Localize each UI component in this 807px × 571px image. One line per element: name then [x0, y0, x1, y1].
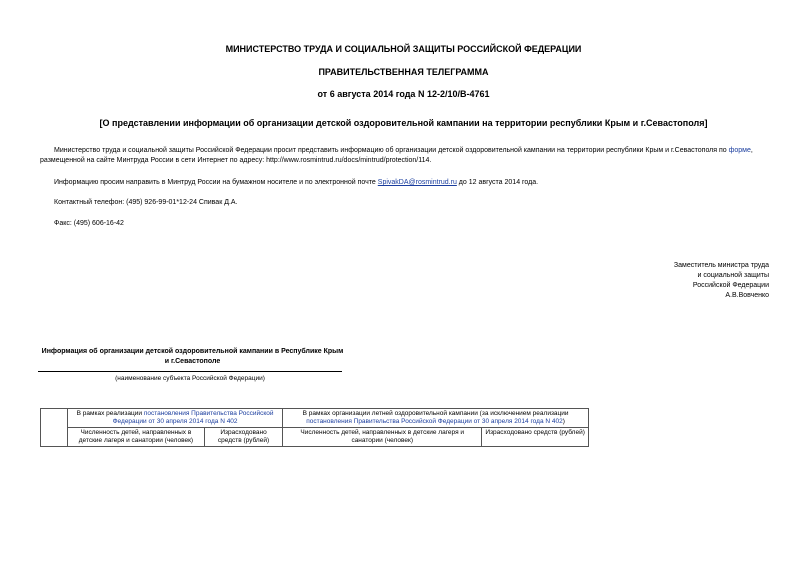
subject-name-caption: (наименование субъекта Российской Федерации)	[115, 375, 265, 382]
paragraph-request-comma: ,	[750, 147, 753, 154]
column-funds-spent-2: Израсходовано средств (рублей)	[482, 428, 589, 447]
paragraph-submission-text: Информацию просим направить в Минтруд России на бумажном носителе и по электронной почте	[54, 179, 378, 186]
paragraph-request-url: размещенной на сайте Минтруда России в сети Интернет по адресу: http://www.rosmintrud.ru/docs/mintrud/protection/114.	[40, 157, 432, 164]
decree-402-link-2[interactable]: постановления Правительства Российской Федерации от 30 апреля 2014 года N 402	[306, 418, 563, 425]
signature-position-line3: Российской Федерации	[692, 282, 769, 289]
form-link[interactable]: форме	[728, 147, 751, 154]
paragraph-submission-deadline: до 12 августа 2014 года.	[456, 179, 539, 186]
group-decree-prefix: В рамках реализации	[76, 410, 144, 417]
signature-position-line2: и социальной защиты	[697, 272, 769, 279]
document-subject: [О представлении информации об организации детской оздоровительной кампании на территории республики Крым и г.Севастополя]	[99, 118, 708, 128]
campaign-form-table	[40, 408, 589, 447]
subject-name-underline	[38, 371, 342, 372]
signature-block	[674, 261, 769, 301]
email-link[interactable]: SpivakDA@rosmintrud.ru	[377, 179, 457, 186]
group-summer-prefix: В рамках организации летней оздоровительной кампании (за исключением реализации	[302, 410, 569, 417]
paragraph-request-text: Министерство труда и социальной защиты Российской Федерации просит представить информацию об организации детской оздоровительной кампании на территории республики Крым и г.Севастополя по	[54, 147, 729, 154]
group-summer-suffix: )	[562, 418, 565, 425]
contact-phone: Контактный телефон: (495) 926-99-01*12-24 Спивак Д.А.	[54, 199, 238, 206]
document-date-number: от 6 августа 2014 года N 12-2/10/В-4761	[317, 89, 490, 99]
signature-position-line1: Заместитель министра труда	[673, 262, 769, 269]
fax-number: Факс: (495) 606-16-42	[54, 220, 124, 227]
table-corner-cell	[41, 409, 68, 447]
table-group-summer-campaign	[283, 409, 589, 428]
ministry-title: МИНИСТЕРСТВО ТРУДА И СОЦИАЛЬНОЙ ЗАЩИТЫ РОССИЙСКОЙ ФЕДЕРАЦИИ	[225, 44, 582, 54]
column-funds-spent-1: Израсходовано средств (рублей)	[204, 428, 282, 447]
signature-name: А.В.Вовченко	[725, 292, 769, 299]
table-header-row-groups	[41, 409, 589, 428]
form-title: Информация об организации детской оздоровительной кампании в Республике Крым и г.Севастополе	[41, 348, 344, 365]
table-group-decree-402	[68, 409, 283, 428]
column-children-count-2: Численность детей, направленных в детские лагеря и санатории (человек)	[283, 428, 482, 447]
column-children-count-1: Численность детей, направленных в детские лагеря и санатории (человек)	[68, 428, 205, 447]
document-type: ПРАВИТЕЛЬСТВЕННАЯ ТЕЛЕГРАММА	[318, 67, 489, 77]
paragraph-submission	[54, 178, 774, 188]
paragraph-request	[40, 146, 775, 166]
decree-402-link[interactable]: постановления Правительства Российской Федерации от 30 апреля 2014 года N 402	[112, 410, 274, 425]
table-header-row-columns	[41, 428, 589, 447]
